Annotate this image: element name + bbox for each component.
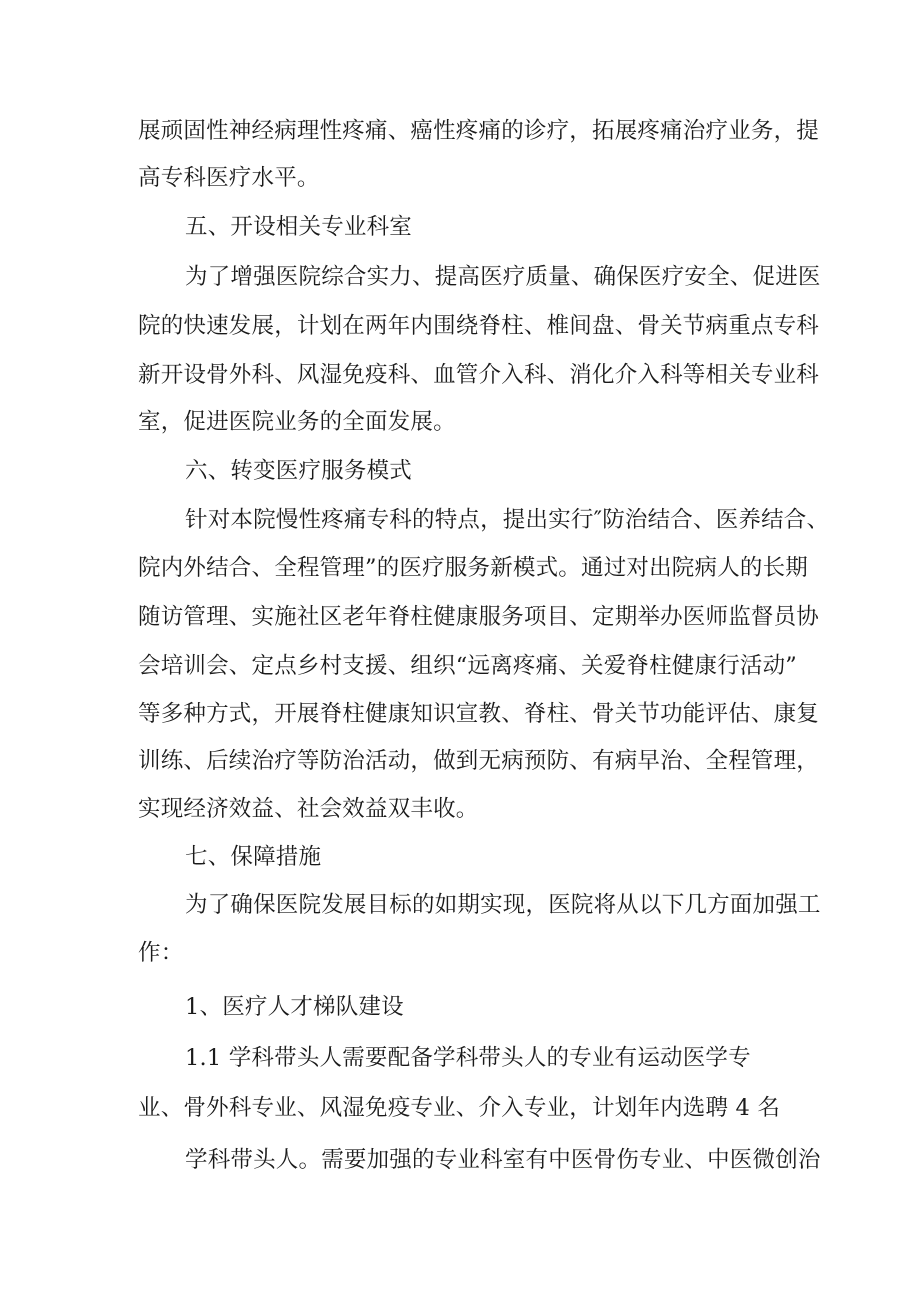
section-heading: 六、转变医疗服务模式 — [185, 458, 413, 484]
text-line: 实现经济效益、社会效益双丰收。 — [138, 796, 479, 822]
text-line: 室，促进医院业务的全面发展。 — [138, 409, 456, 435]
text-line: 为了确保医院发展目标的如期实现，医院将从以下几方面加强工 — [185, 892, 821, 918]
text-line: 院内外结合、全程管理”的医疗服务新模式。通过对出院病人的长期 — [138, 555, 809, 581]
text-line: 院的快速发展，计划在两年内围绕脊柱、椎间盘、骨关节病重点专科 — [138, 313, 820, 339]
section-heading: 五、开设相关专业科室 — [185, 214, 413, 240]
text-line: 为了增强医院综合实力、提高医疗质量、确保医疗安全、促进医 — [185, 264, 821, 290]
text-line: 展顽固性神经病理性疼痛、癌性疼痛的诊疗，拓展疼痛治疗业务，提 — [138, 118, 820, 144]
text-line: 随访管理、实施社区老年脊柱健康服务项目、定期举办医师监督员协 — [138, 604, 820, 630]
text-line: 1.1 学科带头人需要配备学科带头人的专业有运动医学专 — [185, 1045, 751, 1071]
text-line: 作： — [138, 940, 184, 966]
text-line: 新开设骨外科、风湿免疫科、血管介入科、消化介入科等相关专业科 — [138, 362, 820, 388]
text-line: 会培训会、定点乡村支援、组织“远离疼痛、关爱脊柱健康行活动” — [138, 653, 798, 679]
text-line: 等多种方式，开展脊柱健康知识宣教、脊柱、骨关节功能评估、康复 — [138, 701, 820, 727]
section-heading: 七、保障措施 — [185, 844, 322, 870]
subsection-heading: 1、医疗人才梯队建设 — [185, 994, 404, 1020]
text-line: 训练、后续治疗等防治活动，做到无病预防、有病早治、全程管理， — [138, 748, 820, 774]
text-line: 学科带头人。需要加强的专业科室有中医骨伤专业、中医微创治 — [185, 1147, 821, 1173]
text-line: 高专科医疗水平。 — [138, 165, 320, 191]
text-line: 针对本院慢性疼痛专科的特点，提出实行″防治结合、医养结合、 — [185, 507, 830, 533]
text-line: 业、骨外科专业、风湿免疫专业、介入专业，计划年内选聘 4 名 — [138, 1095, 781, 1121]
